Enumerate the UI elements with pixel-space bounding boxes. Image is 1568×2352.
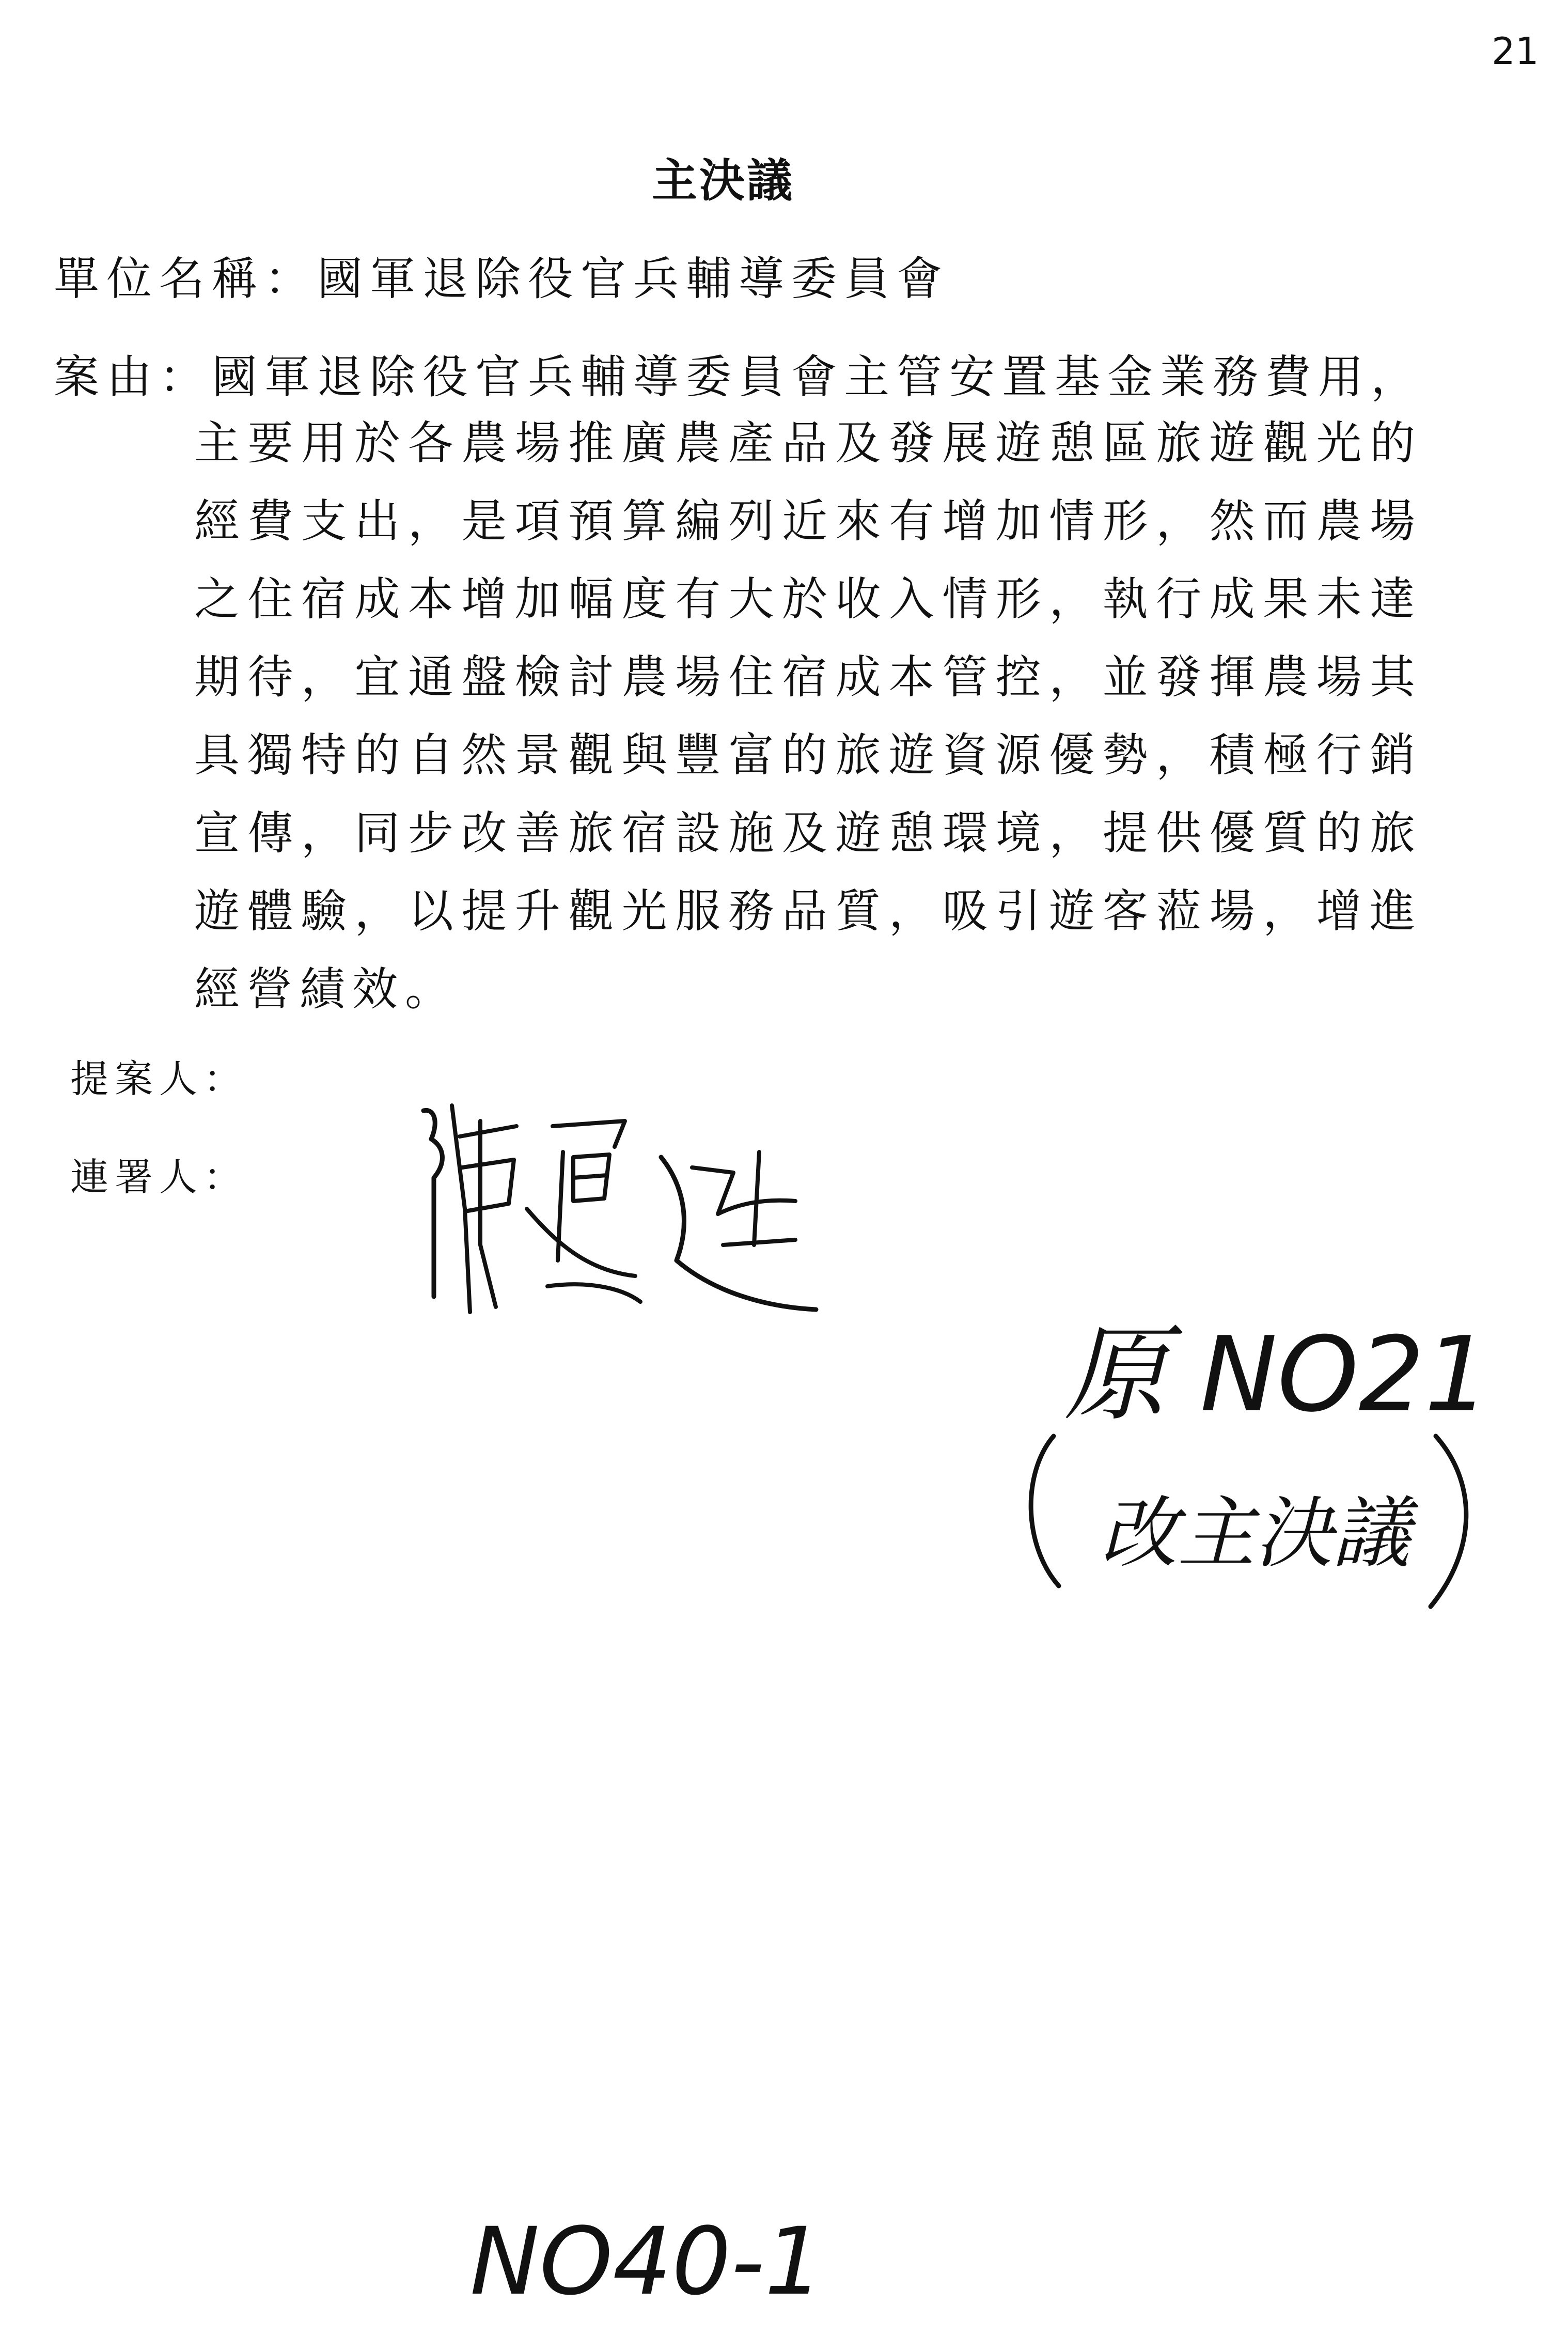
- subject-section: [54, 341, 1422, 1028]
- subject-first-text: 國軍退除役官兵輔導委員會主管安置基金業務費用，: [212, 350, 1424, 403]
- subject-label: 案由：: [54, 350, 212, 403]
- subject-first-line: [54, 341, 1422, 406]
- proposer-line: [70, 1049, 248, 1103]
- unit-line: [54, 243, 949, 308]
- handwritten-note-revision: [1012, 1405, 1493, 1622]
- cosigner-label: 連署人：: [70, 1155, 248, 1200]
- page-number-mark: [1487, 21, 1539, 77]
- document-number: [465, 2195, 837, 2319]
- subject-body: 主要用於各農場推廣農產品及發展遊憩區旅遊觀光的經費支出，是項預算編列近來有增加情形，然而農場之住宿成本增加幅度有大於收入情形，執行成果未達期待，宜通盤檢討農場住宿成本管控，並發揮農場其具獨特的自然景觀與豐富的旅遊資源優勢，積極行銷宣傳，同步改善旅宿設施及遊憩環境，提供優質的旅遊體驗，以提升觀光服務品質，吸引遊客蒞場，增進經營績效。: [194, 416, 1422, 1016]
- document-number-text: NO40-1: [470, 2208, 824, 2316]
- page-number-mark-text: 21: [1492, 29, 1539, 73]
- handwritten-note-line1: 原 NO21: [1064, 1315, 1491, 1435]
- handwritten-note-line2: 改主決議: [1100, 1489, 1410, 1579]
- unit-value: 國軍退除役官兵輔導委員會: [317, 252, 950, 305]
- page-title: 主決議: [651, 153, 794, 207]
- cosigner-line: [70, 1147, 248, 1202]
- cosigner-signature: [403, 1090, 826, 1317]
- right-paren-mark: [1431, 1436, 1466, 1607]
- unit-label: 單位名稱：: [54, 252, 318, 305]
- left-paren-mark: [1031, 1436, 1059, 1586]
- proposer-label: 提案人：: [70, 1057, 248, 1101]
